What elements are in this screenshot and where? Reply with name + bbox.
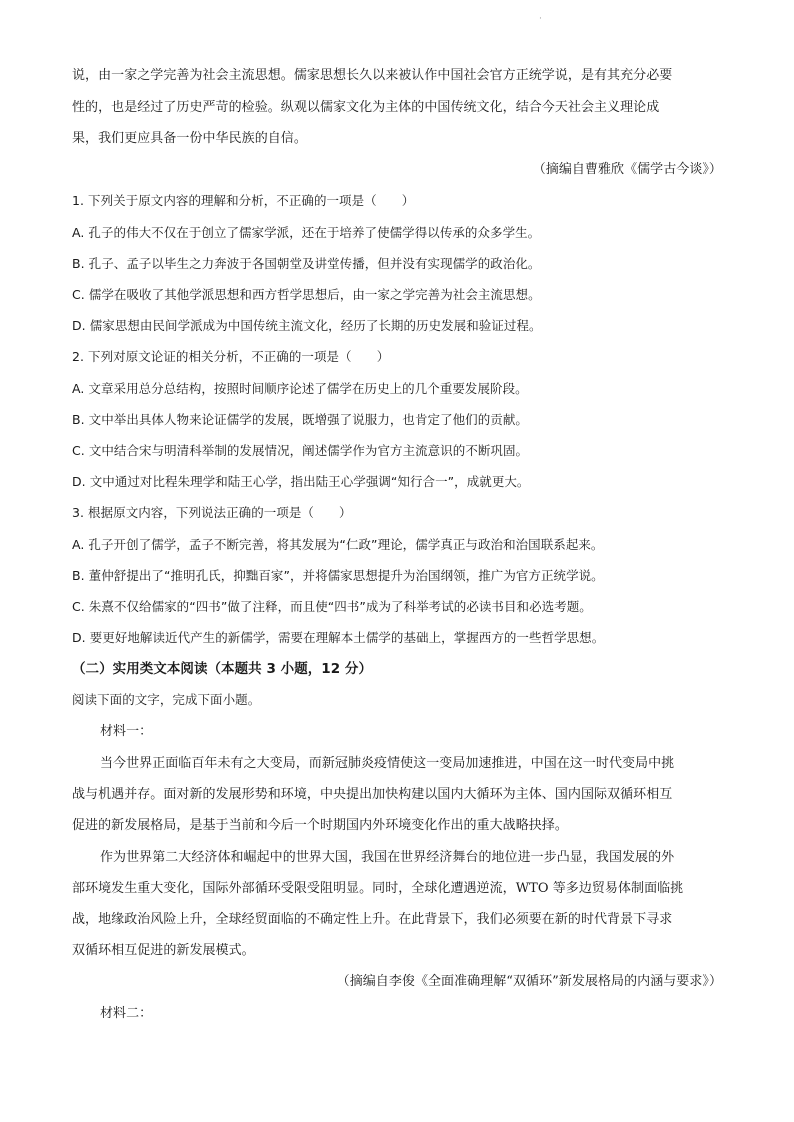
intro-line: 果，我们更应具备一份中华民族的自信。 xyxy=(72,131,307,146)
question-3-option-a: A. 孔子开创了儒学，孟子不断完善，将其发展为“仁政”理论，儒学真正与政治和治国联系起来。 xyxy=(72,537,604,552)
material-1-paragraph-1-line: 当今世界正面临百年未有之大变局，而新冠肺炎疫情使这一变局加速推进，中国在这一时代变局中挑 xyxy=(100,756,675,771)
question-2-option-d: D. 文中通过对比程朱理学和陆王心学，指出陆王心学强调“知行合一”，成就更大。 xyxy=(72,474,530,489)
question-1-stem: 1. 下列关于原文内容的理解和分析，不正确的一项是（ ） xyxy=(72,193,415,208)
material-1-paragraph-2-line: 部环境发生重大变化，国际外部循环受限受阻明显。同时，全球化遭遇逆流，WTO 等多边贸易体制面临挑 xyxy=(72,881,684,896)
question-1-option-d: D. 儒家思想由民间学派成为中国传统主流文化，经历了长期的历史发展和验证过程。 xyxy=(72,318,542,333)
material-1-paragraph-1-line: 战与机遇并存。面对新的发展形势和环境，中央提出加快构建以国内大循环为主体、国内国际双循环相互 xyxy=(72,787,673,802)
question-1-option-c: C. 儒学在吸收了其他学派思想和西方哲学思想后，由一家之学完善为社会主流思想。 xyxy=(72,287,541,302)
section-heading: （二）实用类文本阅读（本题共 3 小题，12 分） xyxy=(72,661,373,677)
material-1-source: （摘编自李俊《全面准确理解“双循环”新发展格局的内涵与要求》） xyxy=(336,974,722,989)
material-1-paragraph-2-line: 作为世界第二大经济体和崛起中的世界大国，我国在世界经济舞台的地位进一步凸显，我国发展的外 xyxy=(100,850,675,865)
material-1-paragraph-2-line: 战，地缘政治风险上升，全球经贸面临的不确定性上升。在此背景下，我们必须要在新的时代背景下寻求 xyxy=(72,912,673,927)
question-3-option-d: D. 要更好地解读近代产生的新儒学，需要在理解本土儒学的基础上，掌握西方的一些哲学思想。 xyxy=(72,630,605,645)
question-2-stem: 2. 下列对原文论证的相关分析，不正确的一项是（ ） xyxy=(72,349,390,364)
question-3-stem: 3. 根据原文内容，下列说法正确的一项是（ ） xyxy=(72,505,352,520)
intro-source: （摘编自曹雅欣《儒学古今谈》） xyxy=(532,162,722,177)
question-3-option-b: B. 董仲舒提出了“推明孔氏，抑黜百家”，并将儒家思想提升为治国纲领，推广为官方正统学说。 xyxy=(72,568,604,583)
material-1-paragraph-2-line: 双循环相互促进的新发展模式。 xyxy=(72,943,255,958)
question-1-option-b: B. 孔子、孟子以毕生之力奔波于各国朝堂及讲堂传播，但并没有实现儒学的政治化。 xyxy=(72,256,541,271)
material-1-paragraph-1-line: 促进的新发展格局，是基于当前和今后一个时期国内外环境变化作出的重大战略抉择。 xyxy=(72,818,568,833)
question-2-option-a: A. 文章采用总分总结构，按照时间顺序论述了儒学在历史上的几个重要发展阶段。 xyxy=(72,381,528,396)
question-1-option-a: A. 孔子的伟大不仅在于创立了儒家学派，还在于培养了使儒学得以传承的众多学生。 xyxy=(72,225,541,240)
question-2-option-c: C. 文中结合宋与明清科举制的发展情况，阐述儒学作为官方主流意识的不断巩固。 xyxy=(72,443,529,458)
question-3-option-c: C. 朱熹不仅给儒家的“四书”做了注释，而且使“四书”成为了科举考试的必读书目和必选考题。 xyxy=(72,599,592,614)
intro-line: 性的，也是经过了历史严苛的检验。纵观以儒家文化为主体的中国传统文化，结合今天社会主义理论成 xyxy=(72,100,660,115)
material-1-label: 材料一： xyxy=(100,724,153,739)
section-instruction: 阅读下面的文字，完成下面小题。 xyxy=(72,692,261,707)
question-2-option-b: B. 文中举出具体人物来论证儒学的发展，既增强了说服力，也肯定了他们的贡献。 xyxy=(72,412,528,427)
intro-line: 说，由一家之学完善为社会主流思想。儒家思想长久以来被认作中国社会官方正统学说，是有其充分必要 xyxy=(72,68,673,83)
material-2-label: 材料二： xyxy=(100,1006,153,1021)
top-mark: · xyxy=(539,14,542,24)
